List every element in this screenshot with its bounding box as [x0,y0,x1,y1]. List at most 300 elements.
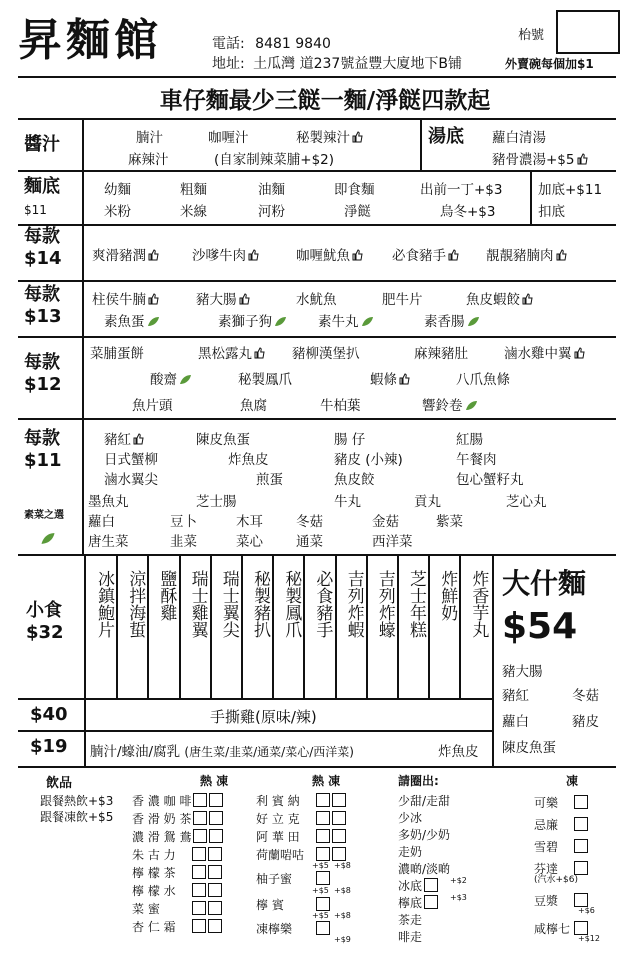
drink-item[interactable] [132,846,222,863]
drink-item[interactable] [256,846,346,863]
divider [366,554,368,698]
item-label: 黑松露丸 [198,346,252,362]
drinks-title: 飲品 [46,776,73,791]
fried-fish-skin-item[interactable]: 炸魚皮 [438,744,479,760]
hot-checkbox[interactable] [316,829,330,843]
surcharge-note: +$5 [312,886,329,895]
item-label: (唐生菜/韭菜/通菜/菜心/西洋菜) [184,745,354,759]
item-label: 煎蛋 [256,472,283,488]
menu-item[interactable] [382,288,423,308]
item-label: 素牛丸 [318,314,359,330]
menu-item[interactable] [456,368,510,388]
item-label: 通菜 [296,534,323,550]
snack-item[interactable]: 瑞士雞翼 [187,570,208,638]
menu-item[interactable] [424,310,480,330]
menu-item[interactable] [88,510,115,530]
cold-checkbox[interactable] [574,921,588,935]
noodle-extra[interactable]: 加底+$11 [538,182,603,198]
item-label: 朱 古 力 [132,848,176,862]
thumbs-up-icon [574,347,585,359]
drink-item[interactable] [256,792,346,809]
soup-item[interactable] [492,148,588,168]
item-label: 木耳 [236,514,263,530]
item-label: 秘製鳳爪 [238,372,292,388]
item-label: 檸 檬 茶 [132,866,176,880]
soft-drink-item[interactable] [534,838,588,855]
veg-choice-note: 素菜之選 [24,510,64,521]
item-label: 走奶 [398,845,423,859]
divider [18,730,492,732]
table-number-box[interactable] [556,10,620,54]
sauce-item[interactable] [296,126,363,146]
drink-item[interactable] [132,900,222,917]
item-label: 菜脯蛋餅 [90,346,144,362]
hot-checkbox[interactable] [316,793,330,807]
divider [82,224,84,280]
menu-item[interactable] [320,394,361,414]
sauce-item[interactable] [128,148,169,168]
noodle-item[interactable]: 油麵 [258,182,285,198]
item-label: 韭菜 [170,534,197,550]
item-label: 冰底 [398,879,423,893]
noodles-price: $11 [24,203,47,217]
snack-item[interactable]: 鹽酥雞 [156,570,177,621]
tier14-title [24,226,62,270]
menu-item[interactable] [334,490,361,510]
item-label: 魚片頭 [132,398,173,414]
menu-item[interactable] [334,448,403,468]
snacks-price: $32 [26,622,64,643]
drink-item[interactable] [132,828,223,845]
drink-item[interactable] [132,792,223,809]
item-label: 豬骨濃湯+$5 [492,152,575,168]
menu-item[interactable] [296,244,363,264]
hot-checkbox[interactable] [316,871,330,885]
menu-item[interactable] [456,428,483,448]
item-label: 滷水雞中翼 [504,346,572,362]
menu-item[interactable] [238,368,292,388]
order-rule-notice: 車仔麵最少三餸一麵/淨餸四款起 [159,88,491,114]
big-combo-price: $54 [502,606,578,647]
menu-item[interactable] [466,288,533,308]
noodle-item[interactable]: 出前一丁+$3 [420,182,503,198]
menu-item[interactable] [104,468,158,488]
vegetable-icon [467,315,480,326]
drink-item[interactable] [132,918,222,935]
item-label: 紅腸 [456,432,483,448]
item-label: 蘿白清湯 [492,130,546,146]
thumbs-up-icon [556,249,567,261]
cold-checkbox[interactable] [332,793,346,807]
item-label: 柱侯牛腩 [92,292,146,308]
item-label: 芬達 [534,862,559,876]
soft-drink-item[interactable] [534,816,588,833]
drink-item[interactable] [132,882,222,899]
divider [18,554,616,556]
divider [18,170,616,172]
hot-checkbox[interactable] [193,829,207,843]
sauce-item[interactable] [214,148,334,168]
menu-item[interactable] [92,244,159,264]
item-label: 菜 蜜 [132,902,160,916]
snacks-title [26,600,64,644]
item-label: 咖喱魷魚 [296,248,350,264]
big-combo-item: 陳皮魚蛋 [502,740,556,756]
cold-checkbox[interactable] [332,829,346,843]
hot-checkbox[interactable] [316,897,330,911]
menu-item[interactable] [456,468,524,488]
snack-item[interactable]: 必食豬手 [312,570,333,638]
item-label: 豬紅 [104,432,131,448]
hot-cold-header: 熱 凍 [200,774,229,788]
divider [18,118,616,120]
snack-item[interactable]: 秘製鳳爪 [281,570,302,638]
divider [18,336,616,338]
shredded-chicken-item[interactable]: 手撕雞(原味/辣) [210,708,317,726]
cold-checkbox[interactable] [209,793,223,807]
noodle-item[interactable]: 即食麵 [334,182,375,198]
menu-item[interactable] [506,490,547,510]
thumbs-up-icon [248,249,259,261]
menu-item[interactable] [236,530,263,550]
noodle-item[interactable]: 河粉 [258,204,285,220]
divider [428,554,430,698]
menu-item[interactable] [192,244,259,264]
item-label: 多奶/少奶 [398,828,451,842]
item-label: 芝士腸 [196,494,237,510]
surcharge-note: +$9 [334,935,351,944]
item-label: 凍檸樂 [256,922,293,936]
cold-checkbox[interactable] [574,795,588,809]
menu-item[interactable] [392,244,459,264]
drink-option[interactable] [398,860,450,877]
snack-item[interactable]: 炸鮮奶 [437,570,458,621]
cold-checkbox[interactable] [208,883,222,897]
menu-item[interactable] [318,310,374,330]
divider [82,280,84,336]
menu-item[interactable] [90,342,144,362]
noodles-title-text: 麵底 [24,176,60,197]
hot-checkbox[interactable] [192,847,206,861]
item-label: 檸 檬 水 [132,884,176,898]
item-label: 柚子蜜 [256,872,293,886]
item-label: 酸齋 [150,372,177,388]
item-label: 香 濃 咖 啡 [132,794,192,808]
menu-item[interactable] [150,368,192,388]
tier-label: 每款 [24,226,60,247]
divider [179,554,181,698]
thumbs-up-icon [239,293,250,305]
noodle-item[interactable]: 粗麵 [180,182,207,198]
hot-checkbox[interactable] [193,811,207,825]
item-label: 魚皮餃 [334,472,375,488]
drink-item[interactable] [132,864,222,881]
menu-item[interactable] [296,530,323,550]
item-label: 好 立 克 [256,812,300,826]
drink-option[interactable] [398,809,422,826]
divider [397,554,399,698]
cold-checkbox[interactable] [332,847,346,861]
menu-item[interactable] [88,490,129,510]
snack-item[interactable]: 秘製豬扒 [250,570,270,638]
menu-item[interactable] [296,288,337,308]
cold-checkbox[interactable] [332,811,346,825]
drink-option[interactable] [398,928,422,945]
soda-surcharge-note: (汽水+$6) [534,875,579,885]
menu-item[interactable] [414,342,468,362]
option-checkbox[interactable] [424,895,438,909]
surcharge-note: +$2 [450,876,467,885]
menu-item[interactable] [170,510,197,530]
hot-checkbox[interactable] [193,793,207,807]
item-label: 響鈴卷 [422,398,463,414]
hot-checkbox[interactable] [316,811,330,825]
menu-item[interactable] [456,448,497,468]
menu-item[interactable] [92,288,159,308]
item-label: 冬菇 [296,514,323,530]
item-label: 午餐肉 [456,452,497,468]
item-label: 牛丸 [334,494,361,510]
item-label: 豆漿 [534,894,559,908]
menu-item[interactable] [414,490,441,510]
drink-option[interactable] [398,843,422,860]
item-label: 菜心 [236,534,263,550]
menu-item[interactable] [196,428,250,448]
item-label: 檸底 [398,896,423,910]
big-combo-title: 大什麵 [502,567,587,600]
noodle-extra[interactable]: 扣底 [538,204,565,220]
menu-item[interactable] [436,510,463,530]
phone-label: 電話: [212,36,245,52]
item-label: 蝦條 [370,372,397,388]
hot-cold-header: 熱 凍 [312,774,341,788]
vegetable-icon [147,315,160,326]
item-label: 包心蟹籽丸 [456,472,524,488]
menu-item[interactable] [372,530,413,550]
cold-checkbox[interactable] [574,893,588,907]
cold-checkbox[interactable] [574,817,588,831]
snack-item[interactable]: 炸香芋丸 [468,570,489,638]
item-label: 腩汁/蠔油/腐乳 [90,744,181,760]
drink-option[interactable] [398,894,438,911]
item-label: 杏 仁 霜 [132,920,176,934]
item-label: 茶走 [398,913,423,927]
noodles-title [24,176,60,221]
menu-item[interactable] [422,394,478,414]
item-label: 少甜/走甜 [398,794,451,808]
veg-sauce-item[interactable] [90,740,354,760]
menu-item[interactable] [228,448,269,468]
option-checkbox[interactable] [424,878,438,892]
item-label: 腸 仔 [334,432,366,448]
drink-option[interactable] [398,911,422,928]
noodle-item[interactable]: 淨餸 [344,204,371,220]
item-label: 墨魚丸 [88,494,129,510]
menu-item[interactable] [292,342,360,362]
item-label: 素香腸 [424,314,465,330]
menu-item[interactable] [504,342,585,362]
item-label: 咖喱汁 [208,130,249,146]
thumbs-up-icon [148,249,159,261]
divider [210,554,212,698]
snack-item[interactable]: 吉列炸蠔 [374,570,395,638]
item-label: 豆卜 [170,514,197,530]
thumbs-up-icon [352,249,363,261]
divider [530,170,532,224]
item-label: 魚腐 [240,398,267,414]
noodle-item[interactable]: 幼麵 [104,182,131,198]
item-label: 素獅子狗 [218,314,272,330]
divider [82,118,84,170]
item-label: 荷蘭啱咕 [256,848,305,862]
item-label: (自家制辣菜脯+$2) [214,152,335,168]
menu-item[interactable] [334,428,365,448]
row40-price: $40 [30,704,68,725]
menu-item[interactable] [196,288,250,308]
big-combo-item: 豬大腸 [502,664,543,680]
drink-item[interactable] [256,810,346,827]
thumbs-up-icon [448,249,459,261]
menu-item[interactable] [486,244,567,264]
drink-item[interactable] [132,810,223,827]
item-label: 金菇 [372,514,399,530]
thumbs-up-icon [522,293,533,305]
divider [116,554,118,698]
drink-option[interactable] [398,877,438,894]
item-label: 檸 賓 [256,898,284,912]
menu-item[interactable] [198,342,265,362]
cold-checkbox[interactable] [209,829,223,843]
snack-item[interactable]: 吉列炸蝦 [343,570,364,638]
cold-checkbox[interactable] [208,847,222,861]
tier-label: 每款 [24,352,60,373]
hot-checkbox[interactable] [192,919,206,933]
noodle-item[interactable]: 米線 [180,204,207,220]
divider [147,554,149,698]
noodle-item[interactable]: 烏冬+$3 [440,204,496,220]
menu-item[interactable] [104,448,158,468]
menu-item[interactable] [104,428,144,448]
menu-item[interactable] [240,394,267,414]
divider [459,554,461,698]
item-label: 阿 華 田 [256,830,300,844]
cold-header: 凍 [566,774,579,788]
drink-item[interactable] [256,828,346,845]
surcharge-note: +$8 [334,911,351,920]
item-label: 麻辣豬肚 [414,346,468,362]
surcharge-note: +$8 [334,886,351,895]
divider [18,418,616,420]
snack-item[interactable]: 芝士年糕 [406,570,426,638]
soup-title: 湯底 [428,126,464,147]
hot-checkbox[interactable] [192,865,206,879]
snack-item[interactable]: 冰鎮鮑片 [94,570,114,638]
item-label: 啡走 [398,930,423,944]
hot-checkbox[interactable] [192,883,206,897]
cold-checkbox[interactable] [209,811,223,825]
thumbs-up-icon [577,153,588,165]
hot-checkbox[interactable] [316,921,330,935]
item-label: 秘製辣汁 [296,130,350,146]
drink-item[interactable] [256,920,330,937]
thumbs-up-icon [254,347,265,359]
surcharge-note: +$6 [578,906,595,915]
tier-price: $13 [24,306,62,327]
menu-item[interactable] [256,468,283,488]
drink-option[interactable] [398,792,450,809]
menu-item[interactable] [196,490,237,510]
cold-checkbox[interactable] [208,901,222,915]
item-label: 紫菜 [436,514,463,530]
sauce-item[interactable] [208,126,249,146]
snack-item[interactable]: 涼拌海蜇 [125,570,146,638]
surcharge-note: +$5 [312,861,329,870]
cold-checkbox[interactable] [574,839,588,853]
item-label: 魚皮蝦餃 [466,292,520,308]
tier11-title [24,428,62,472]
item-label: 蘿白 [88,514,115,530]
address-label: 地址: [212,56,245,72]
soft-drink-item[interactable] [534,794,588,811]
menu-item[interactable] [104,310,160,330]
item-label: 八爪魚條 [456,372,510,388]
noodle-item[interactable]: 米粉 [104,204,131,220]
divider [18,766,616,768]
divider [82,170,84,224]
address-text: 土瓜灣 道237號益豐大廈地下B铺 [253,56,462,72]
item-label: 素魚蛋 [104,314,145,330]
thumbs-up-icon [352,131,363,143]
soup-item[interactable] [492,126,546,146]
menu-item[interactable] [218,310,287,330]
drink-option[interactable] [398,826,450,843]
item-label: 少冰 [398,811,423,825]
drink-note: 跟餐凍飲+$5 [40,810,114,824]
menu-item[interactable] [170,530,197,550]
menu-item[interactable] [372,510,399,530]
hot-checkbox[interactable] [192,901,206,915]
thumbs-up-icon [399,373,410,385]
drink-item[interactable] [256,870,330,887]
menu-item[interactable] [132,394,173,414]
menu-item[interactable] [370,368,410,388]
menu-item[interactable] [236,510,263,530]
vegetable-icon [179,373,192,384]
big-combo-item: 豬紅 [502,688,529,704]
menu-item[interactable] [334,468,375,488]
item-label: 雪碧 [534,840,559,854]
contact-block [212,34,462,74]
tier12-title [24,352,62,396]
item-label: 沙嗲牛肉 [192,248,246,264]
menu-item[interactable] [88,530,129,550]
brand-logo: 昇麵館 [18,15,162,66]
cold-checkbox[interactable] [208,919,222,933]
item-label: 爽滑豬潤 [92,248,146,264]
item-label: 水魷魚 [296,292,337,308]
divider [492,554,494,766]
hot-checkbox[interactable] [316,847,330,861]
sauce-item[interactable] [136,126,163,146]
menu-item[interactable] [296,510,323,530]
big-combo-item: 蘿白 [502,714,529,730]
divider [335,554,337,698]
cold-checkbox[interactable] [208,865,222,879]
tier-label: 每款 [24,428,60,449]
snack-item[interactable]: 瑞士翼尖 [218,570,239,638]
item-label: 貢丸 [414,494,441,510]
vegetable-icon [274,315,287,326]
